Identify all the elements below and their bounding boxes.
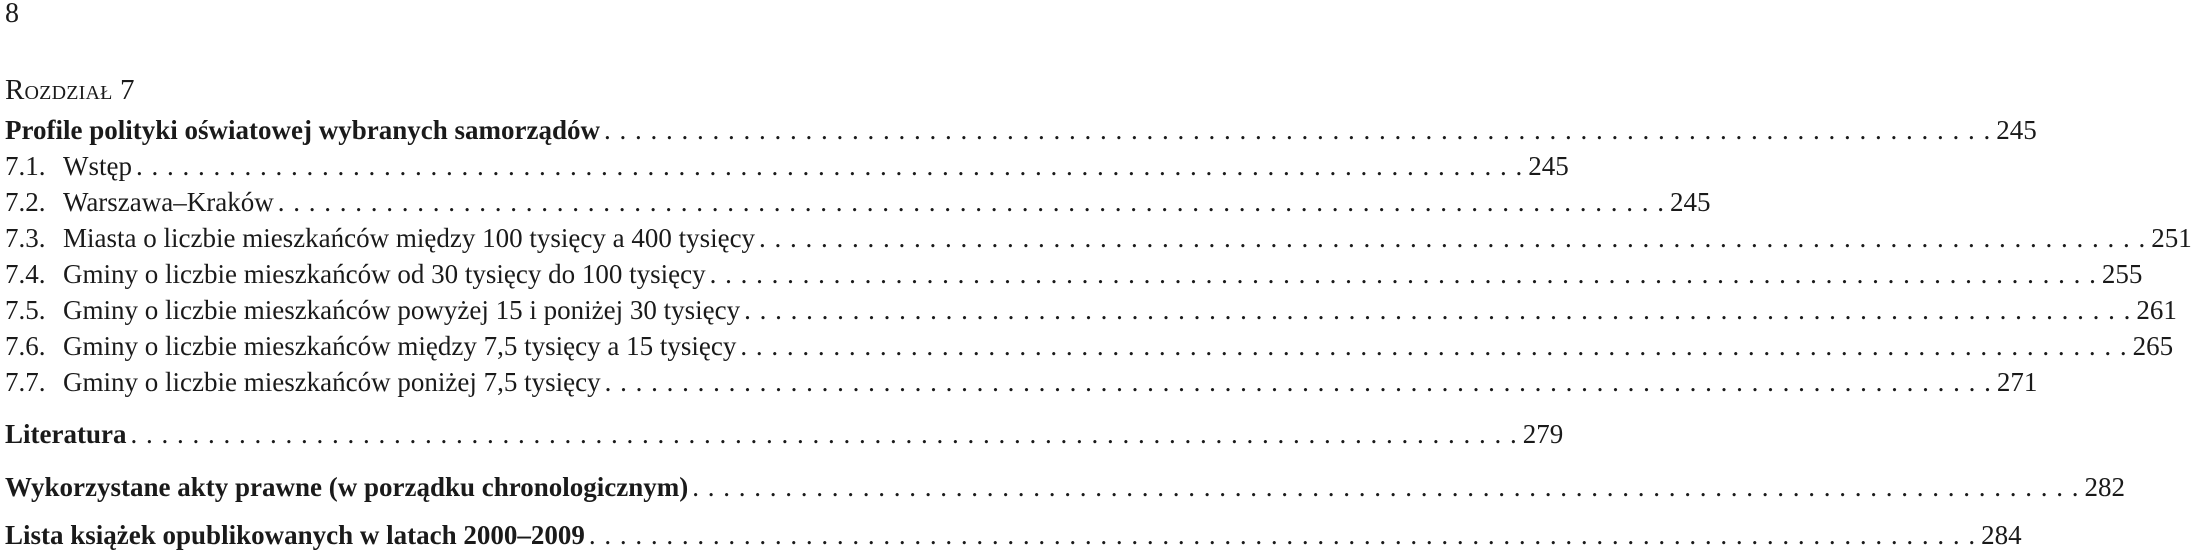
toc-entry-number: 7.2. (5, 187, 46, 217)
toc-entry-akty-prawne[interactable] (5, 469, 2125, 505)
toc-entry-title: Gminy o liczbie mieszkańców poniżej 7,5 tysięcy (63, 367, 601, 397)
toc-entry-number: 7.7. (5, 367, 46, 397)
toc-entry-page: 279 (1522, 419, 1564, 449)
leader-dots (759, 220, 2145, 256)
toc-entry[interactable] (5, 256, 2143, 292)
toc-entry-page: 251 (2151, 223, 2192, 253)
toc-entry-number: 7.6. (5, 331, 46, 361)
toc-entry-title: Miasta o liczbie mieszkańców między 100 tysięcy a 400 tysięcy (63, 223, 756, 253)
toc-entry-number: 7.1. (5, 151, 46, 181)
toc-entry-title: Lista książek opublikowanych w latach 2000–2009 (5, 520, 585, 550)
leader-dots (692, 469, 2078, 505)
toc-entry[interactable] (5, 292, 2177, 328)
toc-entry-page: 284 (1981, 520, 2022, 550)
leader-dots (589, 517, 1975, 553)
toc-entry-title: Gminy o liczbie mieszkańców między 7,5 tysięcy a 15 tysięcy (63, 331, 737, 361)
leader-dots (278, 184, 1664, 220)
toc-entry[interactable] (5, 184, 1711, 220)
toc-entry-page: 245 (1996, 115, 2037, 145)
toc-entry-title: Gminy o liczbie mieszkańców powyżej 15 i poniżej 30 tysięcy (63, 295, 741, 325)
toc-entry-chapter-title[interactable] (5, 112, 2037, 148)
toc-entry-page: 271 (1996, 367, 2038, 397)
toc-entry-title: Profile polityki oświatowej wybranych samorządów (5, 115, 600, 145)
toc-entry[interactable] (5, 220, 2192, 256)
toc-entry-number: 7.4. (5, 259, 46, 289)
toc-entry-page: 255 (2101, 259, 2143, 289)
toc-entry[interactable] (5, 364, 2038, 400)
toc-entry-page: 245 (1528, 151, 1569, 181)
toc-entry-title: Wykorzystane akty prawne (w porządku chronologicznym) (5, 472, 689, 502)
toc-entry-page: 245 (1669, 187, 1711, 217)
toc-entry-title: Literatura (5, 419, 127, 449)
toc-entry-title: Warszawa–Kraków (63, 187, 274, 217)
toc-entry[interactable] (5, 148, 1569, 184)
toc-entry-title: Gminy o liczbie mieszkańców od 30 tysięcy do 100 tysięcy (63, 259, 706, 289)
leader-dots (740, 328, 2126, 364)
toc-entry-page: 265 (2132, 331, 2174, 361)
leader-dots (744, 292, 2130, 328)
leader-dots (604, 112, 1990, 148)
toc-entry[interactable] (5, 328, 2174, 364)
toc-entry-number: 7.3. (5, 223, 46, 253)
page-number: 8 (5, 0, 19, 29)
toc-entry-page: 261 (2136, 295, 2177, 325)
toc-entry-page: 282 (2084, 472, 2125, 502)
leader-dots (605, 364, 1991, 400)
toc-entry-lista-ksiazek[interactable] (5, 517, 2022, 553)
toc-entry-number: 7.5. (5, 295, 46, 325)
leader-dots (136, 148, 1522, 184)
leader-dots (130, 416, 1516, 452)
toc-entry-literatura[interactable] (5, 416, 1564, 452)
chapter-heading: Rozdział 7 (5, 74, 135, 106)
leader-dots (710, 256, 2096, 292)
toc-entry-title: Wstęp (63, 151, 132, 181)
